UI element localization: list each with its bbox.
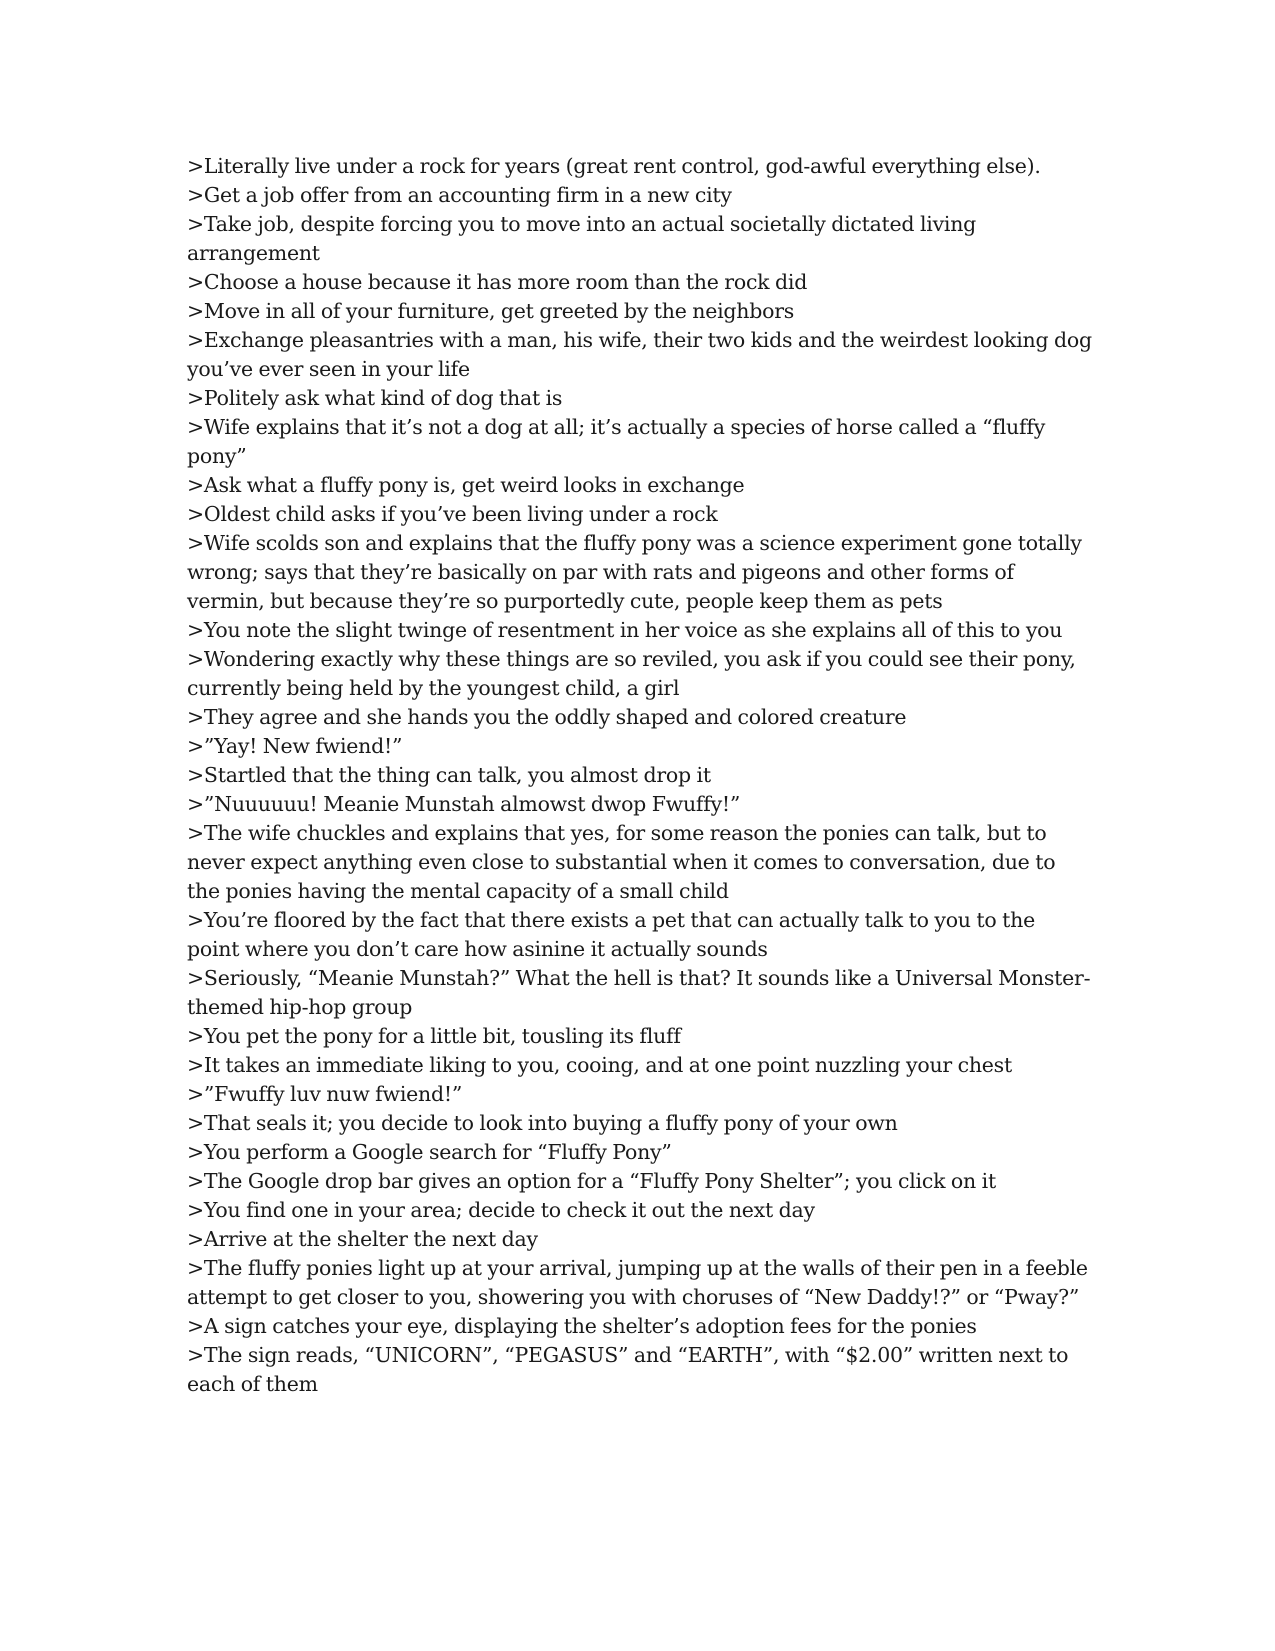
paragraph: >That seals it; you decide to look into buying a fluffy pony of your own <box>187 1111 898 1135</box>
paragraph: >Literally live under a rock for years (great rent control, god-awful everything else). <box>187 154 1041 178</box>
paragraph: >The sign reads, “UNICORN”, “PEGASUS” and “EARTH”, with “$2.00” written next to each of them <box>187 1343 1069 1396</box>
paragraph: >”Nuuuuuu! Meanie Munstah almowst dwop Fwuffy!” <box>187 792 741 816</box>
paragraph: >Wondering exactly why these things are so reviled, you ask if you could see their pony, currently being held by the youngest child, a girl <box>187 647 1076 700</box>
paragraph: >Exchange pleasantries with a man, his wife, their two kids and the weirdest looking dog you’ve ever seen in your life <box>187 328 1092 381</box>
paragraph: >Take job, despite forcing you to move into an actual societally dictated living arrangement <box>187 212 977 265</box>
paragraph: >Arrive at the shelter the next day <box>187 1227 538 1251</box>
paragraph: >The wife chuckles and explains that yes, for some reason the ponies can talk, but to never expect anything even close to substantial when it comes to conversation, due to the ponies having the mental capacity of a small child <box>187 821 1056 903</box>
paragraph: >A sign catches your eye, displaying the shelter’s adoption fees for the ponies <box>187 1314 977 1338</box>
paragraph: >Wife explains that it’s not a dog at all; it’s actually a species of horse called a “fluffy pony” <box>187 415 1046 468</box>
paragraph: >Startled that the thing can talk, you almost drop it <box>187 763 711 787</box>
paragraph: >You perform a Google search for “Fluffy Pony” <box>187 1140 672 1164</box>
paragraph: >It takes an immediate liking to you, cooing, and at one point nuzzling your chest <box>187 1053 1012 1077</box>
paragraph: >Choose a house because it has more room than the rock did <box>187 270 808 294</box>
paragraph: >Politely ask what kind of dog that is <box>187 386 563 410</box>
paragraph: >Seriously, “Meanie Munstah?” What the hell is that? It sounds like a Universal Monster-themed hip-hop group <box>187 966 1091 1019</box>
paragraph: >You note the slight twinge of resentment in her voice as she explains all of this to you <box>187 618 1063 642</box>
paragraph: >Ask what a fluffy pony is, get weird looks in exchange <box>187 473 745 497</box>
paragraph: >”Yay! New fwiend!” <box>187 734 403 758</box>
paragraph: >Get a job offer from an accounting firm in a new city <box>187 183 732 207</box>
paragraph: >The Google drop bar gives an option for a “Fluffy Pony Shelter”; you click on it <box>187 1169 996 1193</box>
paragraph: >”Fwuffy luv nuw fwiend!” <box>187 1082 463 1106</box>
paragraph: >You pet the pony for a little bit, tousling its fluff <box>187 1024 681 1048</box>
paragraph: >Oldest child asks if you’ve been living under a rock <box>187 502 718 526</box>
story-text <box>187 152 1092 1399</box>
paragraph: >They agree and she hands you the oddly shaped and colored creature <box>187 705 907 729</box>
paragraph: >You find one in your area; decide to check it out the next day <box>187 1198 815 1222</box>
paragraph: >Wife scolds son and explains that the fluffy pony was a science experiment gone totally wrong; says that they’re basically on par with rats and pigeons and other forms of vermin, but because they’re so purportedly cute, people keep them as pets <box>187 531 1082 613</box>
paragraph: >The fluffy ponies light up at your arrival, jumping up at the walls of their pen in a feeble attempt to get closer to you, showering you with choruses of “New Daddy!?” or “Pway?” <box>187 1256 1088 1309</box>
paragraph: >You’re floored by the fact that there exists a pet that can actually talk to you to the point where you don’t care how asinine it actually sounds <box>187 908 1035 961</box>
paragraph: >Move in all of your furniture, get greeted by the neighbors <box>187 299 795 323</box>
